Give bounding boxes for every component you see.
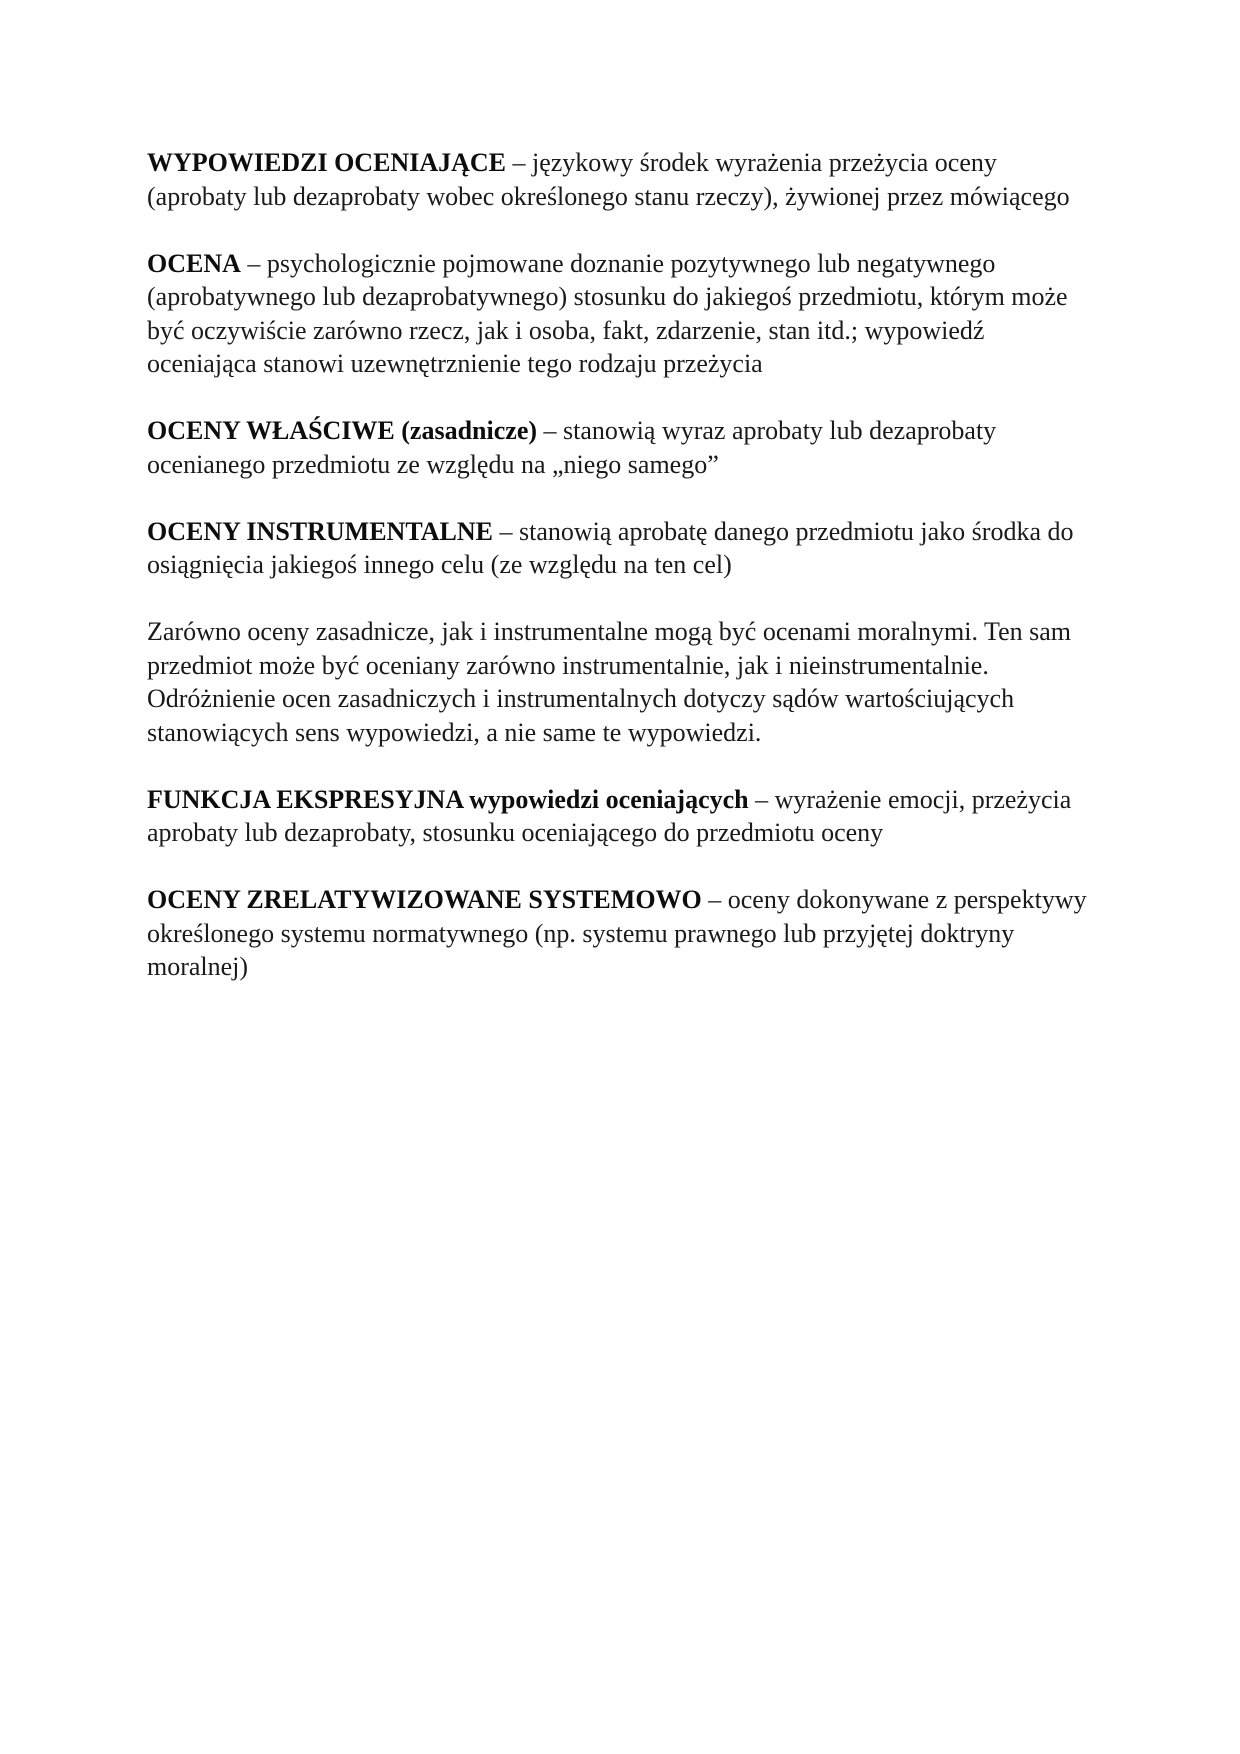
paragraph-funkcja-ekspresyjna	[147, 783, 1097, 850]
definition-oceny-zrelatywizowane: – oceny dokonywane z perspektywy określonego systemu normatywnego (np. systemu prawnego lub przyjętej doktryny moralnej)	[147, 885, 1087, 981]
paragraph-oceny-instrumentalne	[147, 515, 1097, 582]
paragraph-wypowiedzi-oceniajace	[147, 146, 1097, 213]
definition-funkcja-ekspresyjna: – wyrażenie emocji, przeżycia aprobaty lub dezaprobaty, stosunku oceniającego do przedmiotu oceny	[147, 784, 1072, 847]
definition-ocena: – psychologicznie pojmowane doznanie pozytywnego lub negatywnego (aprobatywnego lub dezaprobatywnego) stosunku do jakiegoś przedmiotu, którym może być oczywiście zarówno rzecz, jak i osoba, fakt, zdarzenie, stan itd.; wypowiedź oceniająca stanowi uzewnętrznienie tego rodzaju przeżycia	[147, 248, 1068, 378]
paragraph-oceny-wlasciwe	[147, 414, 1097, 481]
term-oceny-zrelatywizowane: OCENY ZRELATYWIZOWANE SYSTEMOWO	[147, 885, 702, 914]
paragraph-oceny-zrelatywizowane	[147, 883, 1097, 984]
term-wypowiedzi-oceniajace: WYPOWIEDZI OCENIAJĄCE	[147, 148, 506, 177]
definition-oceny-wlasciwe: – stanowią wyraz aprobaty lub dezaprobaty ocenianego przedmiotu ze względu na „niego samego”	[147, 416, 997, 479]
term-oceny-instrumentalne: OCENY INSTRUMENTALNE	[147, 516, 493, 546]
term-oceny-wlasciwe: OCENY WŁAŚCIWE (zasadnicze)	[147, 416, 538, 445]
term-funkcja-ekspresyjna: FUNKCJA EKSPRESYJNA wypowiedzi oceniających	[147, 784, 749, 814]
document-body	[147, 146, 1097, 1017]
definition-oceny-instrumentalne: – stanowią aprobatę danego przedmiotu jako środka do osiągnięcia jakiegoś innego celu (ze względu na ten cel)	[147, 516, 1074, 579]
paragraph-ocena	[147, 247, 1097, 381]
paragraph-zarowno-oceny: Zarówno oceny zasadnicze, jak i instrumentalne mogą być ocenami moralnymi. Ten sam przedmiot może być oceniany zarówno instrumentalnie, jak i nieinstrumentalnie. Odróżnienie ocen zasadniczych i instrumentalnych dotyczy sądów wartościujących stanowiących sens wypowiedzi, a nie same te wypowiedzi.	[147, 617, 1072, 747]
definition-wypowiedzi-oceniajace: – językowy środek wyrażenia przeżycia oceny (aprobaty lub dezaprobaty wobec określonego stanu rzeczy), żywionej przez mówiącego	[147, 148, 1070, 211]
term-ocena: OCENA	[147, 248, 241, 278]
